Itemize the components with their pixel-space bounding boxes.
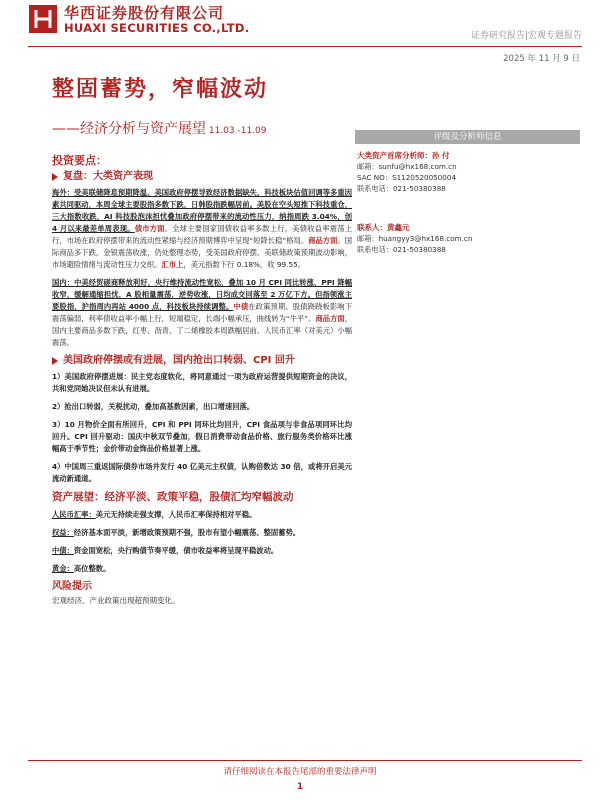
invest-label: 投资要点： [52,154,107,167]
analyst-info [355,150,580,255]
analyst2-tel: 联系电话：021-50380388 [357,245,446,254]
outlook-label: 权益： [52,528,74,537]
analyst2-title: 联系人：黄鑫元 [357,223,410,232]
overseas-paragraph [52,187,352,271]
outlook-label: 黄金： [52,564,74,573]
page-number: 1 [296,782,304,792]
outlook-label: 人民币汇率： [52,510,96,519]
footer-divider [28,760,582,761]
overseas-commodity-label: 商品方面 [308,236,338,245]
domestic-bold1: 中美经贸磋商释放利好，央行维持流动性宽松，叠加 10 月 CPI 同比转涨、PPI 降幅收窄，缓解通缩担忧，A 股相量震荡，逆势收涨，日均成交回落至 2 万亿下方。但指领涨主要股指，沪指周内再站 4000 点，科技板块持续调整。 [52,278,353,311]
event-item: 3）10 月物价全面有所回升，CPI 和 PPI 同环比均回升，CPI 食品项与非食品项同环比均回升。CPI 回升驱动：国庆中秋双节叠加，假日消费带动食品价格、旅行服务类价格环比涨幅高于季节性；金价带动金饰品价格显著上涨。 [52,420,352,453]
risk-text: 宏观经济、产业政策出现超预期变化。 [52,596,180,605]
section-events [52,355,352,367]
report-subtitle [52,118,267,138]
subtitle-dates: 11.03 -11.09 [206,126,267,136]
domestic-bond-text: 在政策预期、股债跷跷板影响下震荡偏弱，利率债收益率小幅上行，短端稳定，长端小幅承压，曲线转为“牛平”。 [52,302,353,323]
analyst1-email[interactable]: 邮箱：sunfu@hx168.com.cn [357,162,457,171]
header-divider [28,46,582,47]
report-type: 证券研究报告|宏观专题报告 [470,31,582,41]
outlook-text: 经济基本面平淡，新增政策预期不强，股市有望小幅震荡、整固蓄势。 [73,528,301,537]
huaxi-logo-icon [28,4,58,34]
footer-disclaimer: 请仔细阅读在本报告尾部的重要法律声明 [223,767,377,777]
event-item: 4）中国周三重返国际债券市场并发行 40 亿美元主权债，认购倍数达 30 倍，或将开启美元流动新通道。 [52,462,352,483]
main-content [52,155,352,607]
analyst-panel [355,130,580,255]
domestic-commodity-text: ，国内主要商品多数下跌，红枣、沥青、丁二烯橡胶本周跌幅居前。人民币汇率（对美元）小幅震荡。 [52,314,353,347]
report-date: 2025 年 11 月 9 日 [503,54,580,64]
event-item: 1）美国政府停摆进展：民主党态度软化，将同意通过一项为政府运营提供短期资金的决议，共和党同她决议但未认有进展。 [52,372,352,393]
overseas-fx-text: ，美元指数下行 0.18%，收 99.55。 [183,260,306,269]
analyst1-tel: 联系电话：021-50380388 [357,184,446,193]
arrow-right-icon [52,357,58,365]
outlook-text: 高位整数。 [73,564,111,573]
overseas-bond-label: 债市方面 [134,224,165,233]
outlook-item [52,563,352,575]
outlook-text: 资金面宽松，央行购债节奏平缓，债市收益率将呈现平稳波动。 [73,546,279,555]
domestic-commodity-label: 商品方面 [315,314,345,323]
overseas-fx-label: 汇市上 [161,260,184,269]
analyst-panel-header: 评级及分析师信息 [355,130,580,144]
analyst1-title: 大类资产首席分析师：孙 付 [357,151,450,160]
section-review [52,171,352,183]
outlook-item [52,527,352,539]
outlook-heading: 资产展望：经济平淡、政策平稳，股债汇均窄幅波动 [52,491,294,503]
overseas-lead: 海外： [52,188,74,197]
domestic-paragraph [52,277,352,349]
section-events-title: 美国政府停摆或有进展，国内抢出口转弱、CPI 回升 [63,355,295,366]
company-name-cn: 华西证券股份有限公司 [64,4,225,22]
analyst1-sac: SAC NO：S1120520050004 [357,173,457,182]
section-review-title: 复盘：大类资产表现 [63,171,153,182]
analyst2-email[interactable]: 邮箱：huangyy3@hx168.com.cn [357,234,473,243]
risk-title: 风险提示 [52,581,92,592]
arrow-right-icon [52,173,58,181]
overseas-bond-text: 。全球主要国家国债收益率多数上行，美债收益率震荡上行，市场在政府停摆带来的流动性紧缩与经济预期博弈中呈现“短降长稳”格局。 [52,224,353,245]
company-name-en: HUAXI SECURITIES CO.,LTD. [64,21,250,35]
outlook-label: 中债： [52,546,74,555]
domestic-lead: 国内： [52,278,75,287]
domestic-bond-label: 中债 [233,302,249,311]
outlook-text: 美元无持续走强支撑，人民币汇率保持相对平稳。 [95,510,257,519]
report-title: 整固蓄势，窄幅波动 [52,77,269,102]
overseas-commodity-text: 。国际商品多下跌，金银震荡收涨，仍处整理态势，受美国政府停摆、美联储政策预期波动影响，市场避险情绪与流动性压力交织。 [52,236,353,269]
outlook-item [52,545,352,557]
event-item: 2）抢出口转弱，关税扰动，叠加高基数因素，出口增速回落。 [52,402,255,411]
subtitle-text: ——经济分析与资产展望 [52,121,206,137]
overseas-bold2: 美股在空头短推下科技重仓，三大指数收跌，AI 科技股泡沫担忧叠加政府停摆带来的流动性压力，纳指周跌 3.04%，创 4 月以来最差单周表现。 [52,200,352,233]
overseas-bold1: 受美联储降息预期降温、美国政府停摆导致经济数据缺失、科技板块估值回调等多重因素共同驱动，本周全球主要股指多数下跌，日韩股指跌幅居前。 [52,188,352,209]
outlook-item [52,509,352,521]
